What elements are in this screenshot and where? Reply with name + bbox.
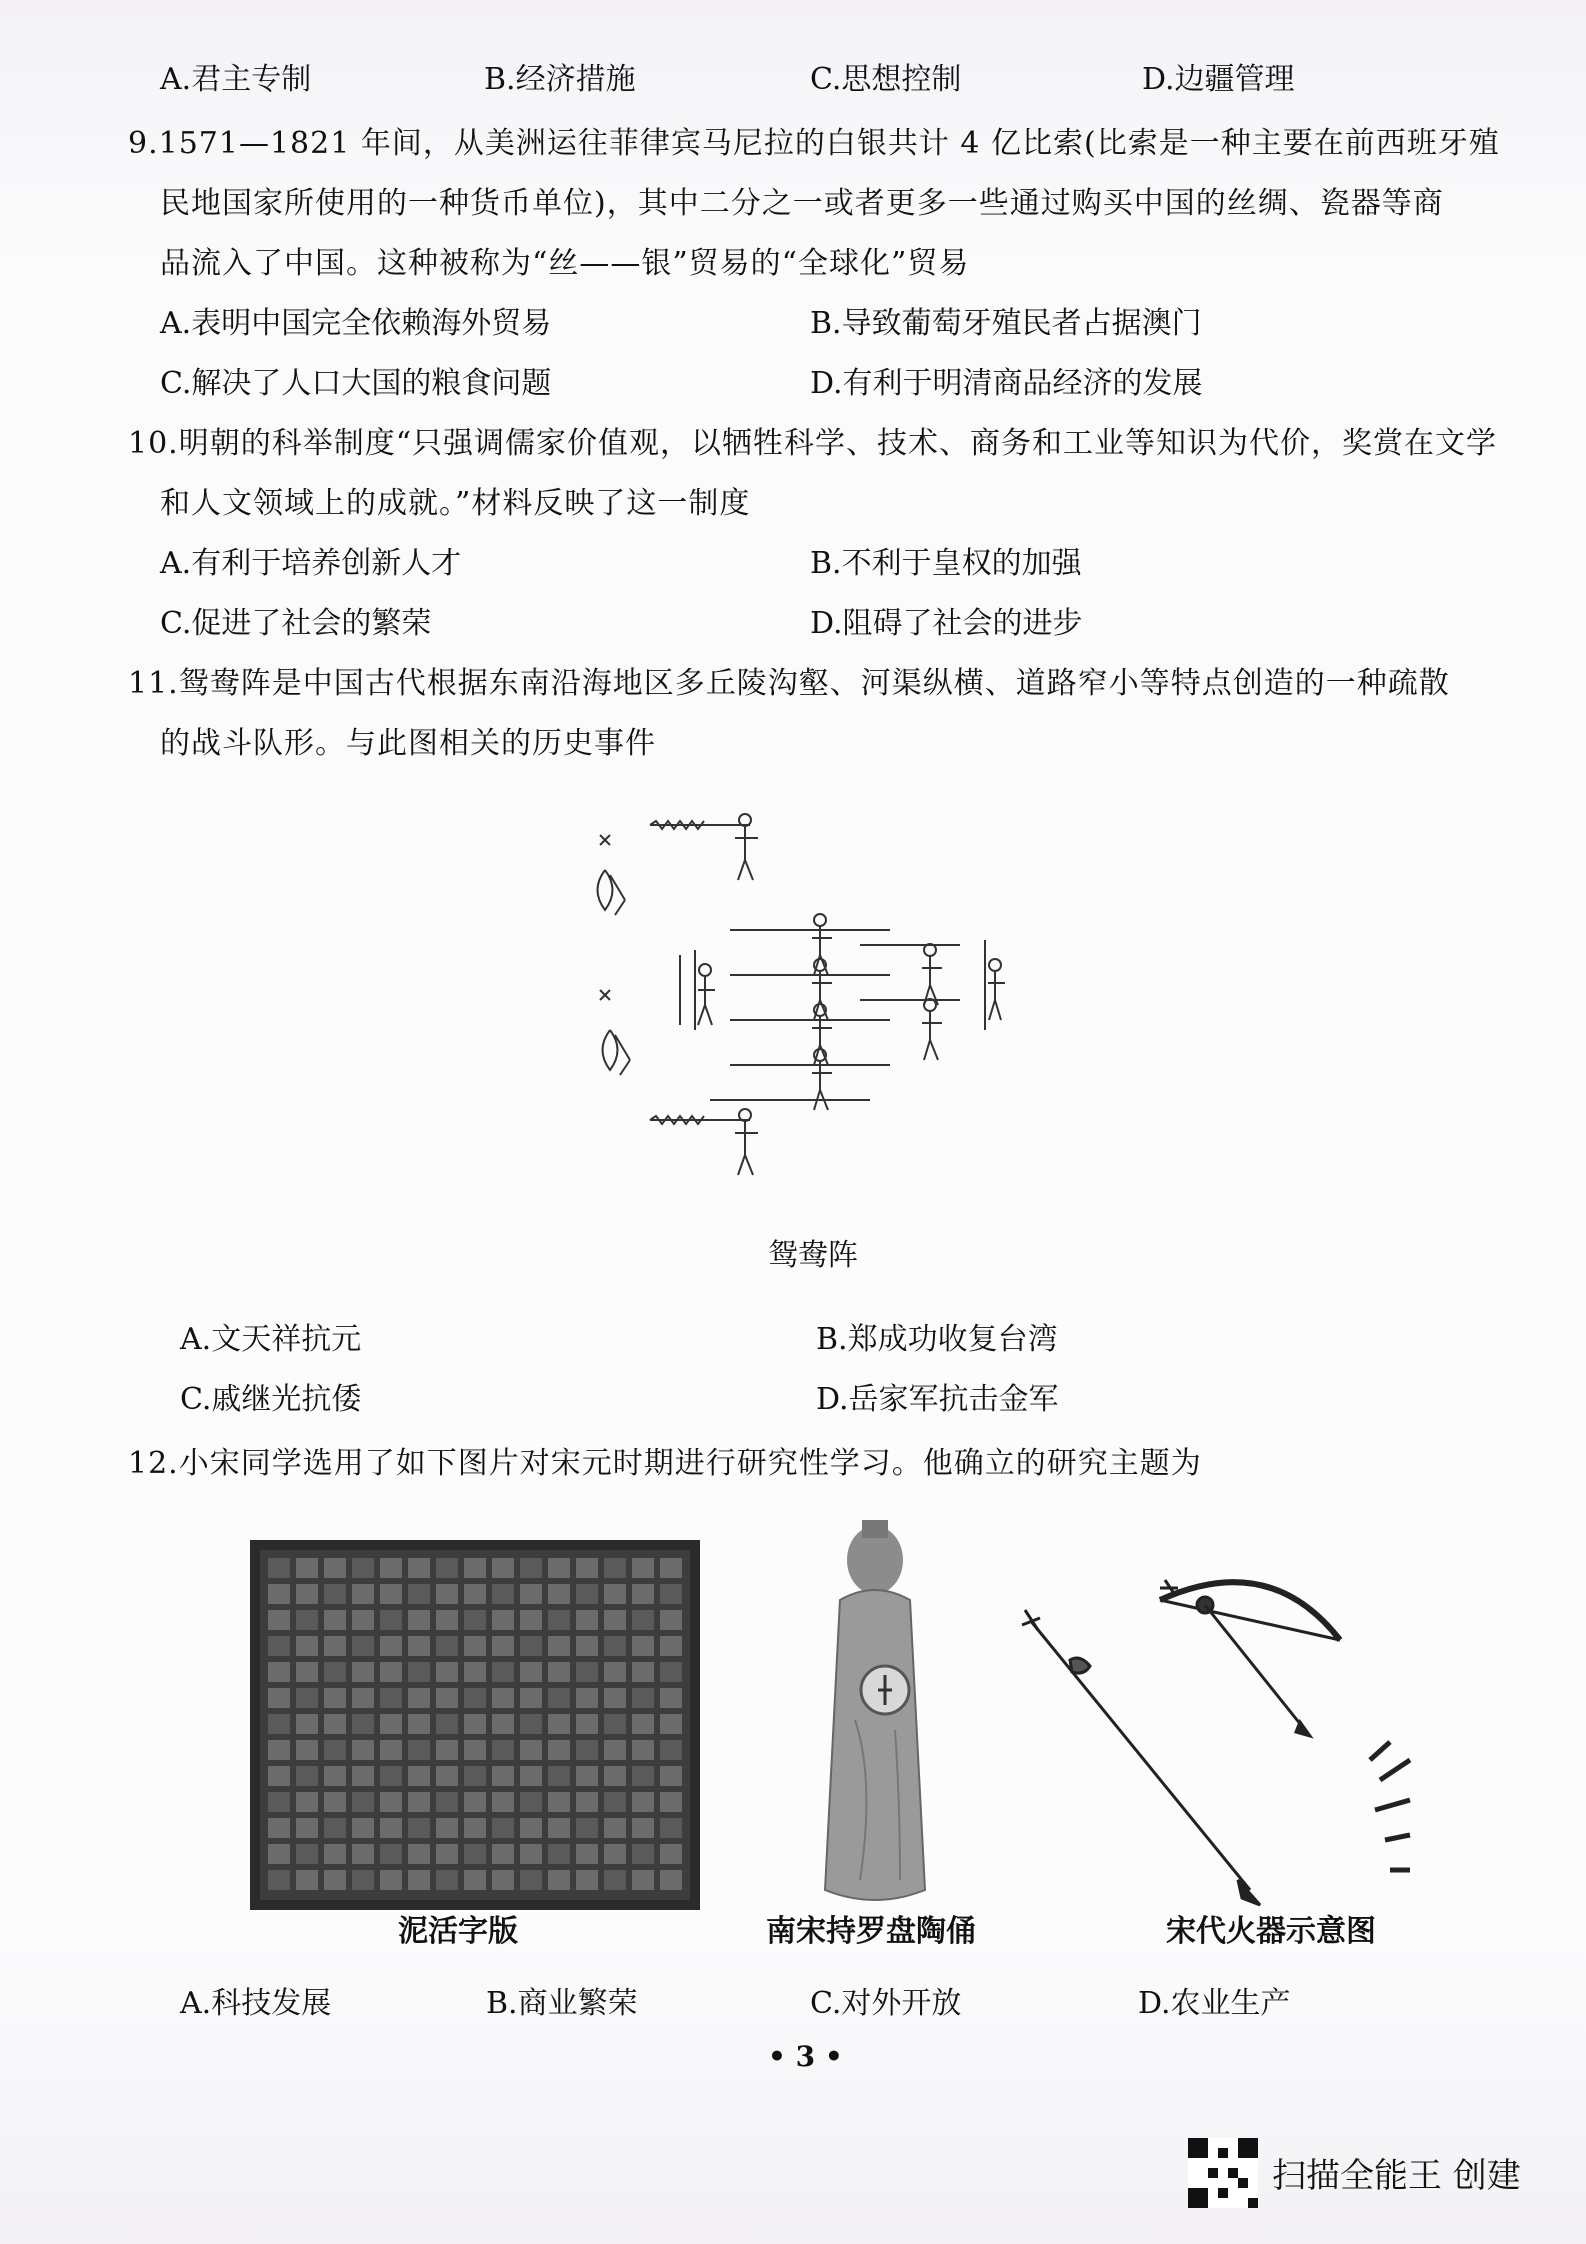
type-tile bbox=[464, 1688, 486, 1708]
type-tile bbox=[324, 1844, 346, 1864]
type-tile bbox=[296, 1740, 318, 1760]
q9-option-a: A.表明中国完全依赖海外贸易 bbox=[160, 306, 552, 341]
type-tile bbox=[632, 1662, 654, 1682]
type-tile bbox=[520, 1662, 542, 1682]
type-tile bbox=[352, 1818, 374, 1838]
type-tile bbox=[548, 1662, 570, 1682]
type-tile bbox=[408, 1610, 430, 1630]
type-tile bbox=[660, 1662, 682, 1682]
type-tile bbox=[436, 1636, 458, 1656]
type-tile bbox=[660, 1870, 682, 1890]
type-tile bbox=[548, 1792, 570, 1812]
type-tile bbox=[352, 1870, 374, 1890]
type-tile bbox=[492, 1766, 514, 1786]
q9-option-c: C.解决了人口大国的粮食问题 bbox=[160, 366, 552, 401]
type-tile bbox=[296, 1584, 318, 1604]
type-tile bbox=[408, 1688, 430, 1708]
type-tile bbox=[268, 1688, 290, 1708]
type-tile bbox=[604, 1766, 626, 1786]
type-tile bbox=[548, 1844, 570, 1864]
type-tile bbox=[492, 1844, 514, 1864]
type-tile bbox=[660, 1636, 682, 1656]
type-tile bbox=[352, 1610, 374, 1630]
type-tile bbox=[380, 1662, 402, 1682]
type-tile bbox=[268, 1740, 290, 1760]
type-tile bbox=[548, 1610, 570, 1630]
type-tile bbox=[268, 1844, 290, 1864]
clay-movable-type-plate-image bbox=[250, 1540, 700, 1910]
type-tile bbox=[492, 1740, 514, 1760]
type-tile bbox=[520, 1610, 542, 1630]
type-tile bbox=[352, 1792, 374, 1812]
q11-option-b: B.郑成功收复台湾 bbox=[816, 1322, 1058, 1357]
type-tile bbox=[604, 1714, 626, 1734]
type-tile bbox=[380, 1870, 402, 1890]
type-tile bbox=[520, 1844, 542, 1864]
type-tile bbox=[436, 1662, 458, 1682]
type-tile bbox=[632, 1818, 654, 1838]
type-tile bbox=[520, 1766, 542, 1786]
clay-type-caption: 泥活字版 bbox=[398, 1914, 518, 1949]
q11-option-d: D.岳家军抗击金军 bbox=[816, 1382, 1059, 1417]
q8-option-a: A.君主专制 bbox=[160, 62, 312, 97]
type-tile bbox=[436, 1766, 458, 1786]
type-tile bbox=[576, 1636, 598, 1656]
type-tile bbox=[324, 1870, 346, 1890]
type-tile bbox=[268, 1766, 290, 1786]
type-tile bbox=[408, 1714, 430, 1734]
type-tile bbox=[632, 1584, 654, 1604]
type-tile bbox=[408, 1584, 430, 1604]
type-tile bbox=[576, 1766, 598, 1786]
type-tile bbox=[576, 1714, 598, 1734]
type-tile bbox=[576, 1610, 598, 1630]
type-tile bbox=[520, 1636, 542, 1656]
type-tile bbox=[324, 1766, 346, 1786]
type-tile bbox=[604, 1792, 626, 1812]
type-tile bbox=[632, 1844, 654, 1864]
type-tile bbox=[632, 1636, 654, 1656]
type-tile bbox=[520, 1584, 542, 1604]
type-tile bbox=[436, 1792, 458, 1812]
type-tile bbox=[464, 1584, 486, 1604]
type-tile bbox=[492, 1870, 514, 1890]
type-tile bbox=[632, 1870, 654, 1890]
type-tile bbox=[408, 1558, 430, 1578]
qr-code-icon bbox=[1188, 2138, 1258, 2208]
type-tile bbox=[576, 1558, 598, 1578]
type-tile bbox=[660, 1766, 682, 1786]
q11-option-a: A.文天祥抗元 bbox=[180, 1322, 362, 1357]
type-tile bbox=[632, 1688, 654, 1708]
type-tile bbox=[548, 1766, 570, 1786]
type-tile bbox=[436, 1688, 458, 1708]
type-tile bbox=[380, 1766, 402, 1786]
type-tile bbox=[296, 1688, 318, 1708]
type-tile bbox=[604, 1662, 626, 1682]
type-tile bbox=[492, 1610, 514, 1630]
type-tile bbox=[296, 1636, 318, 1656]
type-tile bbox=[408, 1766, 430, 1786]
q9-stem-line-3: 品流入了中国。这种被称为“丝——银”贸易的“全球化”贸易 bbox=[160, 246, 970, 281]
type-tile bbox=[492, 1558, 514, 1578]
type-tile bbox=[660, 1558, 682, 1578]
q10-stem-line-2: 和人文领域上的成就。”材料反映了这一制度 bbox=[160, 486, 751, 521]
page-number: • 3 • bbox=[768, 2040, 843, 2073]
type-tile bbox=[380, 1714, 402, 1734]
type-tile bbox=[324, 1818, 346, 1838]
type-tile bbox=[352, 1844, 374, 1864]
type-tile bbox=[352, 1584, 374, 1604]
type-tile bbox=[464, 1870, 486, 1890]
q10-stem-line-1: 10.明朝的科举制度“只强调儒家价值观，以牺牲科学、技术、商务和工业等知识为代价，奖赏在文学 bbox=[128, 426, 1498, 461]
type-tile bbox=[492, 1662, 514, 1682]
type-tile bbox=[520, 1792, 542, 1812]
q9-option-d: D.有利于明清商品经济的发展 bbox=[810, 366, 1203, 401]
type-tile bbox=[464, 1558, 486, 1578]
type-tile bbox=[296, 1792, 318, 1812]
type-tile bbox=[352, 1766, 374, 1786]
type-tile bbox=[436, 1584, 458, 1604]
type-tile bbox=[464, 1844, 486, 1864]
type-tile bbox=[492, 1818, 514, 1838]
type-tile bbox=[464, 1766, 486, 1786]
type-tile bbox=[380, 1636, 402, 1656]
type-tile bbox=[268, 1818, 290, 1838]
q12-option-d: D.农业生产 bbox=[1138, 1986, 1291, 2021]
type-tile bbox=[520, 1740, 542, 1760]
type-tile bbox=[604, 1818, 626, 1838]
type-tile bbox=[268, 1714, 290, 1734]
type-tile bbox=[576, 1870, 598, 1890]
type-tile bbox=[324, 1636, 346, 1656]
type-tile bbox=[520, 1688, 542, 1708]
type-tile bbox=[324, 1662, 346, 1682]
type-tile bbox=[632, 1740, 654, 1760]
type-tile bbox=[548, 1740, 570, 1760]
type-tile bbox=[268, 1610, 290, 1630]
q8-option-d: D.边疆管理 bbox=[1142, 62, 1295, 97]
type-tile bbox=[296, 1610, 318, 1630]
type-tile bbox=[380, 1584, 402, 1604]
q11-stem-line-1: 11.鸳鸯阵是中国古代根据东南沿海地区多丘陵沟壑、河渠纵横、道路窄小等特点创造的一种疏散 bbox=[128, 666, 1450, 701]
type-tile bbox=[632, 1714, 654, 1734]
scanner-watermark: 扫描全能王 创建 bbox=[1272, 2156, 1521, 2196]
type-tile bbox=[436, 1870, 458, 1890]
type-tile bbox=[380, 1792, 402, 1812]
q12-option-c: C.对外开放 bbox=[810, 1986, 962, 2021]
q9-stem-line-2: 民地国家所使用的一种货币单位)，其中二分之一或者更多一些通过购买中国的丝绸、瓷器等商 bbox=[160, 186, 1444, 221]
type-tile bbox=[660, 1714, 682, 1734]
type-tile bbox=[604, 1688, 626, 1708]
type-tile bbox=[464, 1714, 486, 1734]
type-tile bbox=[548, 1584, 570, 1604]
type-tile bbox=[576, 1584, 598, 1604]
compass-figurine-caption: 南宋持罗盘陶俑 bbox=[766, 1914, 976, 1949]
type-tile bbox=[296, 1714, 318, 1734]
type-tile bbox=[548, 1870, 570, 1890]
type-tile bbox=[436, 1740, 458, 1760]
type-tile bbox=[408, 1792, 430, 1812]
type-tile bbox=[436, 1714, 458, 1734]
type-tile bbox=[352, 1636, 374, 1656]
type-tile bbox=[548, 1688, 570, 1708]
type-tile bbox=[268, 1636, 290, 1656]
type-tile bbox=[576, 1844, 598, 1864]
type-tile bbox=[604, 1558, 626, 1578]
type-tile bbox=[324, 1714, 346, 1734]
type-tile bbox=[408, 1662, 430, 1682]
type-tile bbox=[268, 1662, 290, 1682]
q10-option-d: D.阻碍了社会的进步 bbox=[810, 606, 1083, 641]
q11-stem-line-2: 的战斗队形。与此图相关的历史事件 bbox=[160, 726, 656, 761]
type-tile bbox=[660, 1792, 682, 1812]
type-tile bbox=[632, 1558, 654, 1578]
q8-option-b: B.经济措施 bbox=[484, 62, 636, 97]
type-tile bbox=[324, 1688, 346, 1708]
type-tile bbox=[324, 1792, 346, 1812]
type-tile bbox=[352, 1740, 374, 1760]
type-tile bbox=[436, 1844, 458, 1864]
type-tile bbox=[408, 1844, 430, 1864]
type-tile bbox=[296, 1818, 318, 1838]
q10-option-a: A.有利于培养创新人才 bbox=[160, 546, 462, 581]
q12-option-a: A.科技发展 bbox=[180, 1986, 332, 2021]
type-tile bbox=[576, 1740, 598, 1760]
type-tile bbox=[604, 1844, 626, 1864]
type-tile bbox=[464, 1662, 486, 1682]
type-tile bbox=[324, 1558, 346, 1578]
type-tile bbox=[268, 1584, 290, 1604]
type-tile bbox=[604, 1610, 626, 1630]
type-tile bbox=[436, 1610, 458, 1630]
mandarin-duck-formation-illustration bbox=[570, 780, 1010, 1210]
type-tile bbox=[520, 1818, 542, 1838]
type-tile bbox=[548, 1714, 570, 1734]
type-tile bbox=[464, 1740, 486, 1760]
type-tile bbox=[464, 1636, 486, 1656]
type-tile bbox=[296, 1870, 318, 1890]
type-tile bbox=[380, 1844, 402, 1864]
type-tile bbox=[352, 1714, 374, 1734]
type-tile bbox=[436, 1558, 458, 1578]
type-tile bbox=[408, 1740, 430, 1760]
type-tile bbox=[296, 1662, 318, 1682]
type-tile bbox=[324, 1610, 346, 1630]
type-tile bbox=[576, 1662, 598, 1682]
q10-option-c: C.促进了社会的繁荣 bbox=[160, 606, 432, 641]
type-tile bbox=[380, 1610, 402, 1630]
type-tile bbox=[576, 1792, 598, 1812]
type-tile bbox=[660, 1688, 682, 1708]
type-tile bbox=[520, 1714, 542, 1734]
q12-option-b: B.商业繁荣 bbox=[486, 1986, 638, 2021]
q12-stem-line: 12.小宋同学选用了如下图片对宋元时期进行研究性学习。他确立的研究主题为 bbox=[128, 1446, 1202, 1481]
type-tile bbox=[632, 1610, 654, 1630]
type-tile bbox=[520, 1870, 542, 1890]
type-tile bbox=[660, 1584, 682, 1604]
type-tile bbox=[296, 1844, 318, 1864]
type-tile bbox=[492, 1584, 514, 1604]
type-tile bbox=[352, 1688, 374, 1708]
q9-stem-line-1: 9.1571—1821 年间，从美洲运往菲律宾马尼拉的白银共计 4 亿比索(比索是一种主要在前西班牙殖 bbox=[128, 126, 1500, 161]
type-tile bbox=[408, 1636, 430, 1656]
type-tile bbox=[576, 1688, 598, 1708]
q11-figure-caption: 鸳鸯阵 bbox=[768, 1238, 858, 1273]
type-tile bbox=[660, 1818, 682, 1838]
type-tile bbox=[660, 1610, 682, 1630]
type-tile bbox=[548, 1636, 570, 1656]
type-tile bbox=[604, 1636, 626, 1656]
type-tile bbox=[380, 1558, 402, 1578]
type-tile bbox=[352, 1662, 374, 1682]
type-tile bbox=[520, 1558, 542, 1578]
type-tile bbox=[464, 1792, 486, 1812]
type-tile bbox=[268, 1558, 290, 1578]
type-tile bbox=[268, 1792, 290, 1812]
type-tile bbox=[548, 1558, 570, 1578]
firearm-caption: 宋代火器示意图 bbox=[1166, 1914, 1376, 1949]
type-tile bbox=[660, 1844, 682, 1864]
type-tile bbox=[604, 1584, 626, 1604]
type-tile bbox=[632, 1766, 654, 1786]
type-tile bbox=[464, 1610, 486, 1630]
type-tile bbox=[380, 1818, 402, 1838]
type-tile bbox=[324, 1740, 346, 1760]
type-tile bbox=[632, 1792, 654, 1812]
type-tile bbox=[296, 1766, 318, 1786]
type-tile bbox=[464, 1818, 486, 1838]
type-tile bbox=[408, 1870, 430, 1890]
type-tile bbox=[604, 1740, 626, 1760]
type-tile bbox=[576, 1818, 598, 1838]
song-firearm-diagram-image bbox=[1010, 1560, 1430, 1920]
type-tile bbox=[492, 1792, 514, 1812]
type-tile bbox=[492, 1688, 514, 1708]
q10-option-b: B.不利于皇权的加强 bbox=[810, 546, 1082, 581]
q8-option-c: C.思想控制 bbox=[810, 62, 962, 97]
q9-option-b: B.导致葡萄牙殖民者占据澳门 bbox=[810, 306, 1202, 341]
compass-figurine-image bbox=[800, 1520, 950, 1910]
q11-option-c: C.戚继光抗倭 bbox=[180, 1382, 362, 1417]
type-tile bbox=[408, 1818, 430, 1838]
type-tile bbox=[548, 1818, 570, 1838]
type-tile bbox=[268, 1870, 290, 1890]
type-tile bbox=[352, 1558, 374, 1578]
type-tile bbox=[492, 1636, 514, 1656]
type-tile bbox=[660, 1740, 682, 1760]
type-tile bbox=[296, 1558, 318, 1578]
type-tile bbox=[324, 1584, 346, 1604]
type-tile bbox=[380, 1740, 402, 1760]
type-tile bbox=[436, 1818, 458, 1838]
type-tile bbox=[380, 1688, 402, 1708]
type-tile bbox=[492, 1714, 514, 1734]
type-tile bbox=[604, 1870, 626, 1890]
